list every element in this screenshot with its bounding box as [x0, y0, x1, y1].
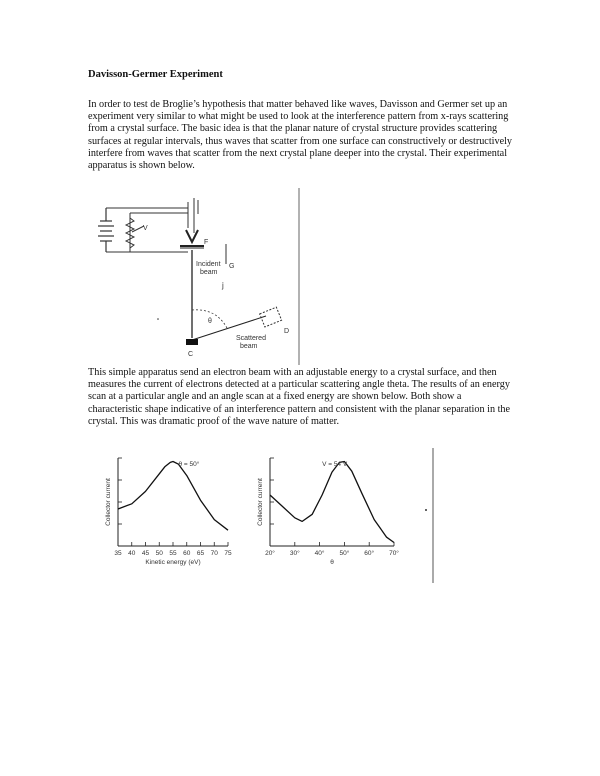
- chart1-title: θ = 50°: [178, 461, 200, 468]
- intro-paragraph: In order to test de Broglie’s hypothesis that matter behaved like waves, Davisson and Germer set up an experiment very similar to what might be used to look at the interference pattern from x-rays scattering from a crystal surface. The basic idea is that the planar nature of crystal structure provides scattering surfaces at regular intervals, thus waves that scatter from one surface can constructively or destructively interfere from waves that scatter from the next crystal plane deeper into the crystal. Their experimental apparatus is shown below.: [88, 99, 513, 172]
- filament-symbol: [186, 230, 198, 242]
- chart1-x-tick-label: 60: [183, 550, 191, 557]
- stray-mark: [425, 509, 427, 511]
- chart2-x-tick-label: 60°: [364, 550, 375, 557]
- apparatus-diagram: [88, 188, 303, 365]
- chart2-x-tick-label: 30°: [289, 550, 300, 557]
- apparatus-figure: [88, 188, 303, 365]
- chart2-x-tick-label: 70°: [389, 550, 399, 557]
- stray-dot: [157, 318, 159, 320]
- chart2-x-tick-label: 40°: [314, 550, 325, 557]
- charts-figure: [96, 448, 441, 588]
- document-title: Davisson-Germer Experiment: [88, 69, 223, 80]
- battery-symbol: [98, 208, 114, 252]
- crystal-symbol: [186, 339, 198, 345]
- chart1-x-tick-label: 75: [224, 550, 232, 557]
- chart1-x-tick-label: 45: [141, 550, 150, 557]
- chart1-x-tick-label: 40: [128, 550, 136, 557]
- label-c: C: [188, 351, 194, 358]
- chart1-x-tick-label: 50: [155, 550, 163, 557]
- label-v: V: [143, 225, 148, 232]
- label-d: D: [284, 328, 290, 335]
- label-j: j: [222, 281, 224, 290]
- charts-svg: [96, 448, 441, 588]
- label-scattered: Scattered: [236, 335, 266, 342]
- chart2-y-label: Collector current: [257, 478, 264, 526]
- chart2-series-line: [270, 462, 394, 543]
- circuit-wires: [106, 198, 198, 252]
- label-g: G: [229, 263, 235, 270]
- chart2-x-label: θ: [330, 559, 334, 566]
- label-incident-beam: beam: [200, 269, 218, 276]
- chart1-x-tick-label: 35: [114, 550, 122, 557]
- label-incident: Incident: [196, 261, 221, 268]
- chart1-series-line: [118, 462, 228, 531]
- results-paragraph: This simple apparatus send an electron beam with an adjustable energy to a crystal surface, and then measures the current of electrons detected at a particular scattering angle theta. The results of an energy scan at a particular angle and an angle scan at a fixed energy are shown below. Both show a characteristic shape indicative of an interference pattern and consistent with the planar separation in the crystal. This was dramatic proof of the wave nature of matter.: [88, 367, 511, 427]
- label-f: F: [204, 239, 209, 246]
- chart1-x-tick-label: 55: [169, 550, 177, 557]
- chart2-x-tick-label: 20°: [265, 550, 275, 557]
- chart1-x-tick-label: 70: [210, 550, 218, 557]
- chart1-y-label: Collector current: [105, 478, 112, 526]
- chart2-title: V = 54 V: [322, 461, 348, 468]
- chart1-x-tick-label: 65: [196, 550, 205, 557]
- chart1-x-label: Kinetic energy (eV): [145, 559, 201, 566]
- chart2-x-tick-label: 50°: [339, 550, 350, 557]
- label-scattered-beam: beam: [240, 343, 258, 350]
- label-theta: θ: [208, 318, 212, 325]
